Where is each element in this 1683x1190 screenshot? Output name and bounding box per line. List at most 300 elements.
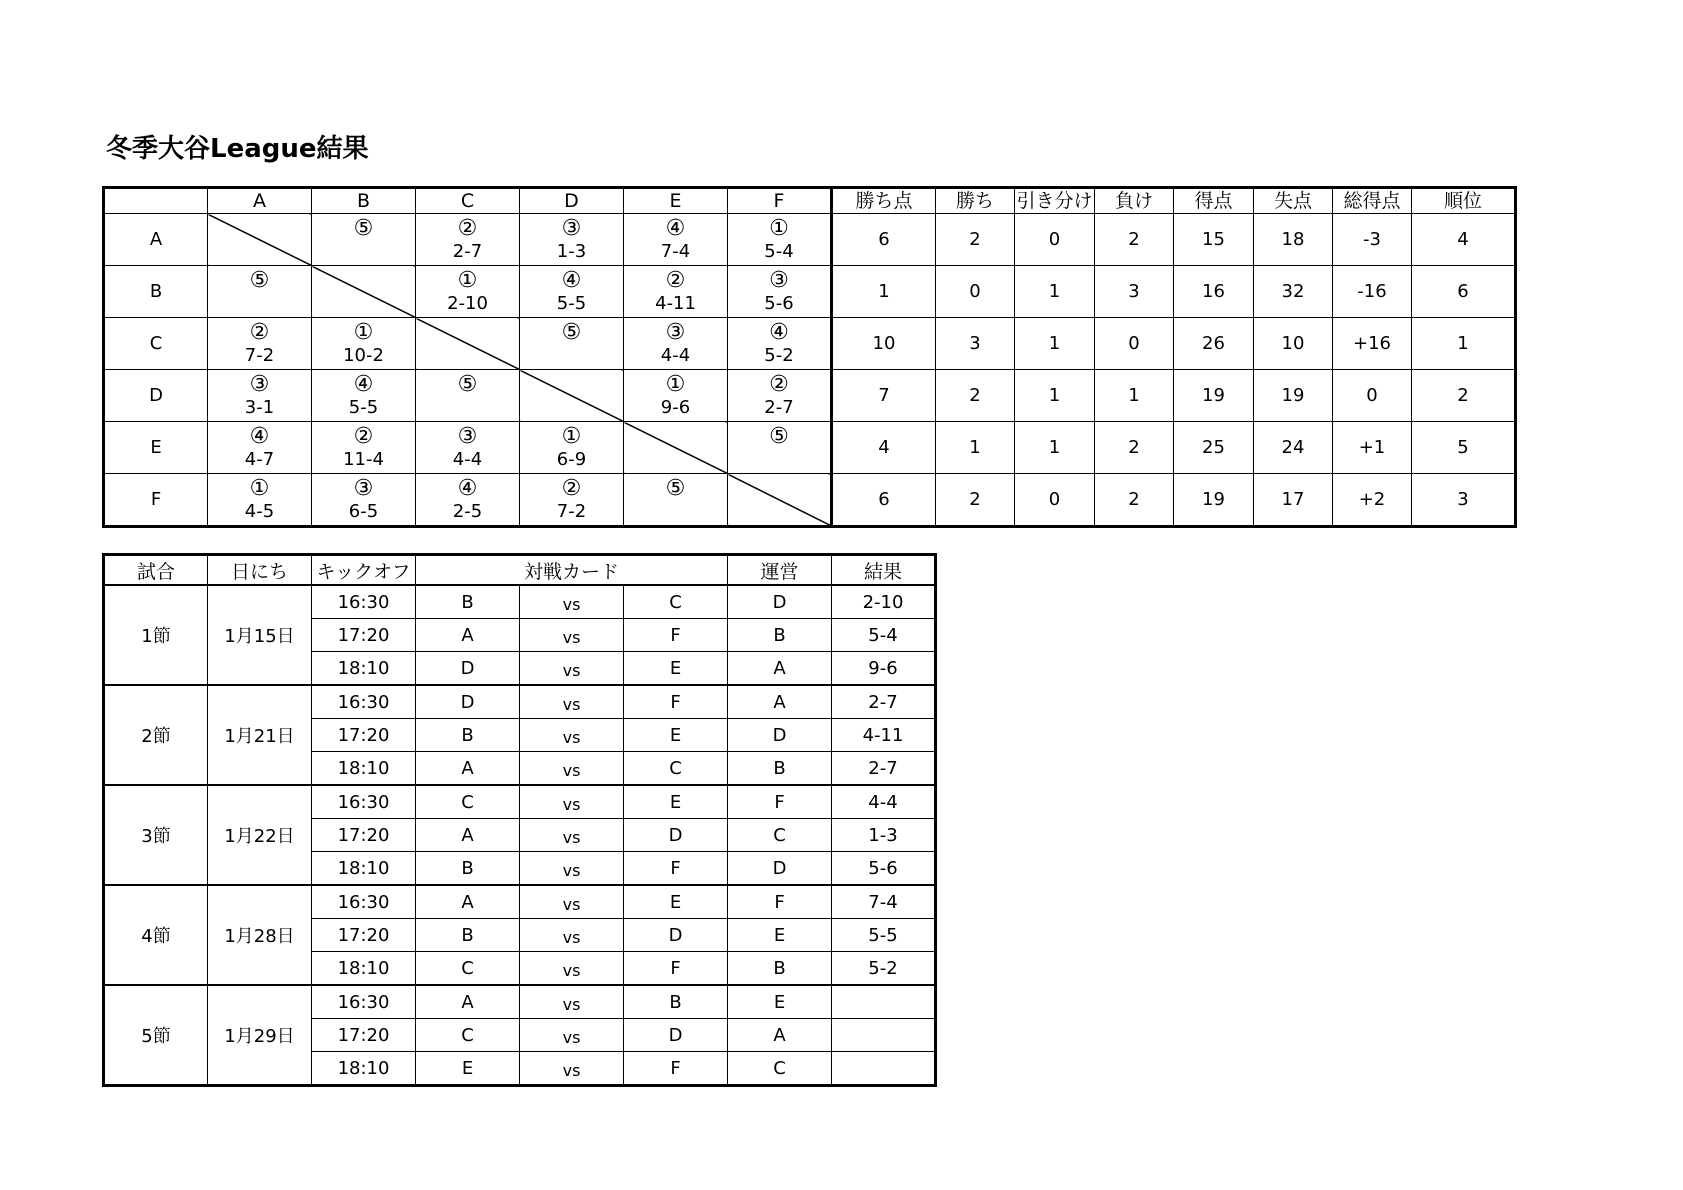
match-cell-content — [208, 318, 311, 369]
round-number: ④ — [249, 424, 270, 449]
away-team: D — [624, 1019, 728, 1052]
home-team: B — [416, 852, 520, 886]
league-row — [104, 474, 1516, 527]
host-team: F — [728, 785, 832, 819]
league-row — [104, 422, 1516, 474]
page-title: 冬季大谷League結果 — [106, 134, 369, 164]
stat-cell: 24 — [1254, 422, 1333, 474]
home-team: A — [416, 885, 520, 919]
stat-cell: 0 — [1015, 214, 1095, 266]
vs-label: vs — [520, 885, 624, 919]
round-number: ① — [353, 320, 374, 345]
away-team: B — [624, 985, 728, 1019]
team-label: D — [104, 370, 208, 422]
away-team: E — [624, 885, 728, 919]
match-score: 4-4 — [660, 345, 691, 366]
stat-cell: 2 — [1095, 474, 1174, 527]
schedule-table — [102, 553, 937, 1087]
stat-cell: 19 — [1254, 370, 1333, 422]
round-number: ③ — [249, 372, 270, 397]
stat-cell: 6 — [832, 474, 936, 527]
stat-cell: 6 — [832, 214, 936, 266]
league-header-corner — [104, 188, 208, 214]
match-cell-content — [520, 422, 623, 473]
match-result — [832, 1019, 936, 1052]
stat-cell: -3 — [1333, 214, 1412, 266]
match-cell-content — [624, 214, 727, 265]
round-number: ① — [249, 476, 270, 501]
away-team: F — [624, 1052, 728, 1086]
match-result: 5-5 — [832, 919, 936, 952]
round-label: 5節 — [104, 985, 208, 1086]
home-team: C — [416, 1019, 520, 1052]
stat-cell: 19 — [1174, 370, 1254, 422]
round-number: ④ — [665, 216, 686, 241]
kickoff-time: 16:30 — [312, 585, 416, 619]
match-cell — [416, 370, 520, 422]
host-team: B — [728, 619, 832, 652]
round-number: ① — [665, 372, 686, 397]
home-team: E — [416, 1052, 520, 1086]
stat-cell: 25 — [1174, 422, 1254, 474]
stat-cell: 2 — [1412, 370, 1516, 422]
match-cell — [624, 266, 728, 318]
match-result: 4-4 — [832, 785, 936, 819]
match-score: 1-3 — [556, 241, 587, 262]
kickoff-time: 18:10 — [312, 952, 416, 986]
stat-cell: 17 — [1254, 474, 1333, 527]
match-result: 5-2 — [832, 952, 936, 986]
league-header-cell: A — [208, 188, 312, 214]
stat-cell: 0 — [1015, 474, 1095, 527]
host-team: C — [728, 1052, 832, 1086]
match-cell-content — [416, 474, 519, 525]
stat-cell: 1 — [1015, 422, 1095, 474]
round-number: ⑤ — [249, 268, 270, 293]
schedule-row — [104, 685, 936, 719]
stat-cell: 5 — [1412, 422, 1516, 474]
home-team: B — [416, 585, 520, 619]
stat-cell: 1 — [936, 422, 1015, 474]
match-cell — [416, 474, 520, 527]
vs-label: vs — [520, 585, 624, 619]
host-team: D — [728, 585, 832, 619]
match-score: 5-5 — [348, 397, 379, 418]
round-number: ③ — [561, 216, 582, 241]
vs-label: vs — [520, 1052, 624, 1086]
team-label: B — [104, 266, 208, 318]
league-header-cell: 負け — [1095, 188, 1174, 214]
stat-cell: 0 — [1095, 318, 1174, 370]
away-team: E — [624, 719, 728, 752]
match-score: 5-5 — [556, 293, 587, 314]
match-score: 2-7 — [764, 397, 794, 418]
home-team: C — [416, 952, 520, 986]
round-number: ⑤ — [665, 476, 686, 501]
vs-label: vs — [520, 1019, 624, 1052]
stat-cell: 1 — [1095, 370, 1174, 422]
round-number: ④ — [457, 476, 478, 501]
match-cell-content — [624, 370, 727, 421]
match-cell-content — [312, 474, 415, 525]
vs-label: vs — [520, 819, 624, 852]
vs-label: vs — [520, 719, 624, 752]
match-score: 7-4 — [660, 241, 691, 262]
team-label: C — [104, 318, 208, 370]
match-cell — [728, 266, 832, 318]
match-cell — [208, 318, 312, 370]
header-kickoff: キックオフ — [312, 555, 416, 586]
diagonal-cell — [312, 266, 416, 318]
round-number: ④ — [769, 320, 789, 345]
match-cell — [312, 422, 416, 474]
vs-label: vs — [520, 952, 624, 986]
round-number: ⑤ — [561, 320, 582, 345]
stat-cell: 7 — [832, 370, 936, 422]
round-number: ① — [769, 216, 789, 241]
away-team: D — [624, 919, 728, 952]
match-cell — [728, 422, 832, 474]
stat-cell: 2 — [936, 474, 1015, 527]
away-team: E — [624, 652, 728, 686]
match-cell-content — [728, 266, 830, 317]
match-cell-content — [416, 370, 519, 421]
match-cell — [208, 370, 312, 422]
match-score: 2-7 — [452, 241, 483, 262]
league-header-cell: 失点 — [1254, 188, 1333, 214]
round-number: ① — [561, 424, 582, 449]
host-team: E — [728, 985, 832, 1019]
host-team: B — [728, 752, 832, 786]
league-header-cell: 引き分け — [1015, 188, 1095, 214]
round-number: ④ — [561, 268, 582, 293]
match-cell-content — [624, 266, 727, 317]
match-score: 4-4 — [452, 449, 483, 470]
round-number: ② — [457, 216, 478, 241]
match-score: 4-11 — [655, 293, 696, 314]
league-header-cell: 勝ち — [936, 188, 1015, 214]
round-number: ⑤ — [353, 216, 374, 241]
host-team: E — [728, 919, 832, 952]
match-cell — [520, 422, 624, 474]
league-header-row — [104, 188, 1516, 214]
stat-cell: 1 — [1015, 318, 1095, 370]
league-row — [104, 318, 1516, 370]
away-team: F — [624, 685, 728, 719]
match-score: 9-6 — [660, 397, 691, 418]
header-matchup: 対戦カード — [416, 555, 728, 586]
match-cell — [416, 266, 520, 318]
round-label: 4節 — [104, 885, 208, 985]
diagonal-cell — [520, 370, 624, 422]
league-header-cell: D — [520, 188, 624, 214]
league-row — [104, 370, 1516, 422]
stat-cell: 1 — [1015, 266, 1095, 318]
match-cell-content — [728, 370, 830, 421]
stat-cell: 1 — [1015, 370, 1095, 422]
league-row — [104, 214, 1516, 266]
host-team: A — [728, 685, 832, 719]
round-date: 1月15日 — [208, 585, 312, 685]
match-score: 2-10 — [447, 293, 488, 314]
match-cell — [520, 214, 624, 266]
host-team: B — [728, 952, 832, 986]
league-header-cell: 順位 — [1412, 188, 1516, 214]
kickoff-time: 16:30 — [312, 885, 416, 919]
match-cell — [312, 214, 416, 266]
match-cell-content — [312, 214, 415, 265]
round-number: ④ — [353, 372, 374, 397]
match-score: 7-2 — [244, 345, 275, 366]
match-cell-content — [728, 214, 830, 265]
vs-label: vs — [520, 619, 624, 652]
diagonal-cell — [624, 422, 728, 474]
host-team: C — [728, 819, 832, 852]
round-number: ② — [353, 424, 374, 449]
round-number: ⑤ — [457, 372, 478, 397]
host-team: F — [728, 885, 832, 919]
match-result: 2-7 — [832, 752, 936, 786]
match-result: 5-6 — [832, 852, 936, 886]
kickoff-time: 18:10 — [312, 852, 416, 886]
match-cell — [728, 318, 832, 370]
team-label: A — [104, 214, 208, 266]
match-score: 4-7 — [244, 449, 275, 470]
match-result: 4-11 — [832, 719, 936, 752]
team-label: F — [104, 474, 208, 527]
match-score: 5-6 — [764, 293, 794, 314]
match-cell-content — [520, 474, 623, 525]
round-label: 1節 — [104, 585, 208, 685]
match-cell — [624, 370, 728, 422]
kickoff-time: 16:30 — [312, 785, 416, 819]
kickoff-time: 18:10 — [312, 752, 416, 786]
host-team: A — [728, 652, 832, 686]
match-cell-content — [624, 474, 727, 525]
stat-cell: 3 — [1412, 474, 1516, 527]
kickoff-time: 17:20 — [312, 919, 416, 952]
match-result: 5-4 — [832, 619, 936, 652]
header-result: 結果 — [832, 555, 936, 586]
host-team: D — [728, 852, 832, 886]
stat-cell: 32 — [1254, 266, 1333, 318]
match-cell-content — [208, 474, 311, 525]
league-row — [104, 266, 1516, 318]
league-header-cell: E — [624, 188, 728, 214]
match-result: 2-7 — [832, 685, 936, 719]
match-cell-content — [416, 266, 519, 317]
vs-label: vs — [520, 919, 624, 952]
home-team: D — [416, 685, 520, 719]
stat-cell: 6 — [1412, 266, 1516, 318]
match-score: 6-9 — [556, 449, 587, 470]
match-cell — [520, 474, 624, 527]
match-score: 4-5 — [244, 501, 275, 522]
stat-cell: 26 — [1174, 318, 1254, 370]
away-team: C — [624, 752, 728, 786]
diagonal-cell — [416, 318, 520, 370]
home-team: B — [416, 719, 520, 752]
match-cell-content — [728, 422, 830, 473]
diagonal-cell — [208, 214, 312, 266]
stat-cell: 2 — [1095, 214, 1174, 266]
match-cell-content — [208, 422, 311, 473]
home-team: A — [416, 985, 520, 1019]
round-number: ② — [561, 476, 582, 501]
vs-label: vs — [520, 652, 624, 686]
match-score: 11-4 — [343, 449, 384, 470]
home-team: B — [416, 919, 520, 952]
round-number: ⑤ — [769, 424, 789, 449]
kickoff-time: 18:10 — [312, 1052, 416, 1086]
stat-cell: 16 — [1174, 266, 1254, 318]
match-result: 9-6 — [832, 652, 936, 686]
kickoff-time: 16:30 — [312, 985, 416, 1019]
match-score: 3-1 — [244, 397, 275, 418]
stat-cell: 1 — [832, 266, 936, 318]
match-result: 7-4 — [832, 885, 936, 919]
match-cell-content — [312, 370, 415, 421]
round-number: ② — [249, 320, 270, 345]
round-date: 1月28日 — [208, 885, 312, 985]
match-score: 10-2 — [343, 345, 384, 366]
kickoff-time: 17:20 — [312, 719, 416, 752]
match-result — [832, 1052, 936, 1086]
round-number: ② — [665, 268, 686, 293]
match-cell-content — [416, 214, 519, 265]
match-cell-content — [312, 422, 415, 473]
match-score: 7-2 — [556, 501, 587, 522]
match-cell — [624, 318, 728, 370]
round-number: ① — [457, 268, 478, 293]
match-cell — [416, 422, 520, 474]
stat-cell: 4 — [1412, 214, 1516, 266]
home-team: C — [416, 785, 520, 819]
match-cell — [624, 214, 728, 266]
team-label: E — [104, 422, 208, 474]
stat-cell: +2 — [1333, 474, 1412, 527]
round-number: ③ — [353, 476, 374, 501]
away-team: C — [624, 585, 728, 619]
match-cell — [312, 474, 416, 527]
kickoff-time: 16:30 — [312, 685, 416, 719]
round-label: 3節 — [104, 785, 208, 885]
match-cell-content — [208, 370, 311, 421]
league-table — [102, 186, 1517, 528]
match-score: 5-4 — [764, 241, 794, 262]
header-host: 運営 — [728, 555, 832, 586]
away-team: D — [624, 819, 728, 852]
league-header-cell: 得点 — [1174, 188, 1254, 214]
match-cell-content — [520, 318, 623, 369]
host-team: A — [728, 1019, 832, 1052]
league-header-cell: 総得点 — [1333, 188, 1412, 214]
round-number: ② — [769, 372, 789, 397]
round-label: 2節 — [104, 685, 208, 785]
match-cell — [208, 474, 312, 527]
away-team: F — [624, 952, 728, 986]
round-date: 1月21日 — [208, 685, 312, 785]
stat-cell: 2 — [936, 370, 1015, 422]
stat-cell: 15 — [1174, 214, 1254, 266]
match-cell-content — [208, 266, 311, 317]
match-cell — [312, 370, 416, 422]
vs-label: vs — [520, 752, 624, 786]
match-cell — [416, 214, 520, 266]
schedule-row — [104, 985, 936, 1019]
league-header-cell: F — [728, 188, 832, 214]
match-cell — [208, 266, 312, 318]
home-team: A — [416, 619, 520, 652]
match-score: 5-2 — [764, 345, 794, 366]
header-round: 試合 — [104, 555, 208, 586]
vs-label: vs — [520, 852, 624, 886]
stat-cell: 4 — [832, 422, 936, 474]
stat-cell: 0 — [936, 266, 1015, 318]
match-result: 1-3 — [832, 819, 936, 852]
league-header-cell: C — [416, 188, 520, 214]
match-cell-content — [728, 318, 830, 369]
stat-cell: +16 — [1333, 318, 1412, 370]
away-team: F — [624, 852, 728, 886]
kickoff-time: 17:20 — [312, 819, 416, 852]
vs-label: vs — [520, 985, 624, 1019]
stat-cell: 10 — [1254, 318, 1333, 370]
schedule-row — [104, 785, 936, 819]
match-score: 2-5 — [452, 501, 483, 522]
round-date: 1月22日 — [208, 785, 312, 885]
stat-cell: +1 — [1333, 422, 1412, 474]
stat-cell: 18 — [1254, 214, 1333, 266]
stat-cell: 2 — [1095, 422, 1174, 474]
round-number: ③ — [457, 424, 478, 449]
match-cell-content — [312, 318, 415, 369]
match-cell-content — [416, 422, 519, 473]
home-team: D — [416, 652, 520, 686]
host-team: D — [728, 719, 832, 752]
match-cell — [312, 318, 416, 370]
away-team: F — [624, 619, 728, 652]
stat-cell: 10 — [832, 318, 936, 370]
round-number: ③ — [769, 268, 789, 293]
match-cell-content — [624, 318, 727, 369]
match-cell — [520, 266, 624, 318]
round-number: ③ — [665, 320, 686, 345]
schedule-row — [104, 585, 936, 619]
schedule-row — [104, 885, 936, 919]
stat-cell: 0 — [1333, 370, 1412, 422]
match-result — [832, 985, 936, 1019]
match-cell — [728, 370, 832, 422]
kickoff-time: 18:10 — [312, 652, 416, 686]
stat-cell: 19 — [1174, 474, 1254, 527]
kickoff-time: 17:20 — [312, 619, 416, 652]
league-header-cell: B — [312, 188, 416, 214]
home-team: A — [416, 752, 520, 786]
match-cell — [208, 422, 312, 474]
schedule-header-row — [104, 555, 936, 586]
league-header-cell: 勝ち点 — [832, 188, 936, 214]
match-score: 6-5 — [348, 501, 379, 522]
round-date: 1月29日 — [208, 985, 312, 1086]
stat-cell: -16 — [1333, 266, 1412, 318]
match-cell — [520, 318, 624, 370]
match-cell — [728, 214, 832, 266]
stat-cell: 3 — [936, 318, 1015, 370]
header-date: 日にち — [208, 555, 312, 586]
match-cell — [624, 474, 728, 527]
stat-cell: 1 — [1412, 318, 1516, 370]
